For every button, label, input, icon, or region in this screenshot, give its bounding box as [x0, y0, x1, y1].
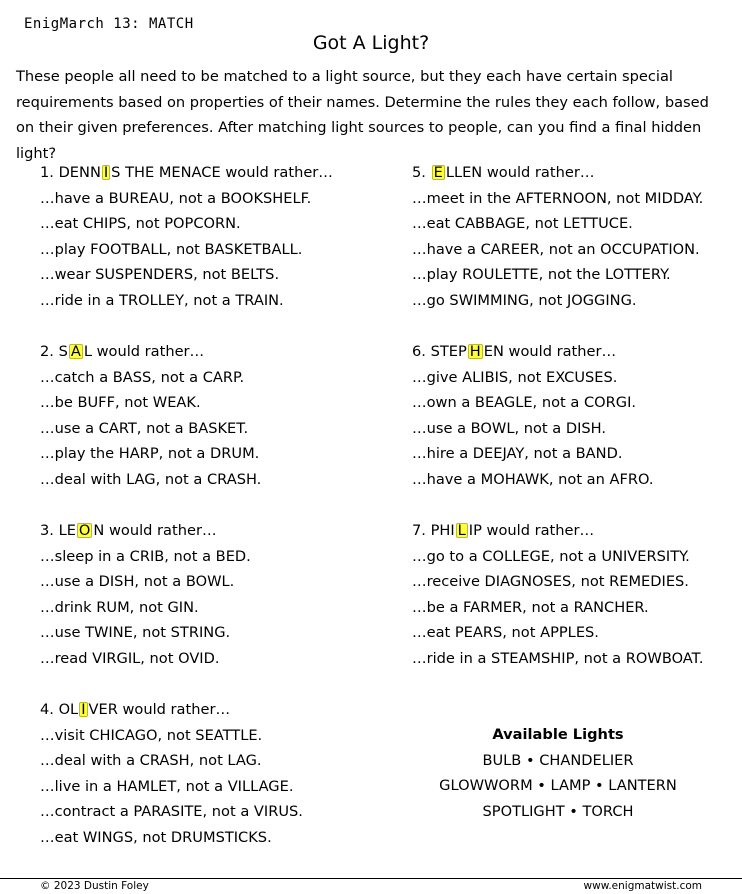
- clue-line: …wear SUSPENDERS, not BELTS.: [40, 266, 280, 284]
- clue-line: …eat CHIPS, not POPCORN.: [40, 215, 241, 233]
- highlighted-letter: O: [78, 522, 91, 539]
- clue-heading: 1. DENN I S THE MENACE would rather…: [40, 164, 333, 181]
- clue-line: …eat PEARS, not APPLES.: [412, 624, 599, 642]
- clue-line: …deal with a CRASH, not LAG.: [40, 752, 262, 770]
- clue-line: …read VIRGIL, not OVID.: [40, 649, 220, 667]
- footer-divider: [0, 878, 742, 879]
- highlighted-letter: L: [457, 522, 466, 539]
- clue-line: …hire a DEEJAY, not a BAND.: [412, 445, 623, 463]
- clue-line: …have a BUREAU, not a BOOKSHELF.: [40, 189, 312, 207]
- clue-line: …ride in a TROLLEY, not a TRAIN.: [40, 291, 284, 309]
- clue-line: …be BUFF, not WEAK.: [40, 394, 201, 412]
- clue-line: …have a CAREER, not an OCCUPATION.: [412, 240, 700, 258]
- clue-line: …meet in the AFTERNOON, not MIDDAY.: [412, 189, 704, 207]
- clue-line: …use a BOWL, not a DISH.: [412, 419, 607, 437]
- clue-heading: 7. PHI L IP would rather…: [412, 522, 595, 539]
- clue-line: …contract a PARASITE, not a VIRUS.: [40, 803, 303, 821]
- clue-line: …play the HARP, not a DRUM.: [40, 445, 260, 463]
- clue-line: …catch a BASS, not a CARP.: [40, 368, 245, 386]
- clue-heading: 6. STEP H EN would rather…: [412, 343, 617, 360]
- clue-block-5: [412, 160, 703, 314]
- clue-line: …go to a COLLEGE, not a UNIVERSITY.: [412, 547, 690, 565]
- clue-line: …sleep in a CRIB, not a BED.: [40, 547, 251, 565]
- clue-heading: 2. S A L would rather…: [40, 343, 205, 360]
- clue-line: …play FOOTBALL, not BASKETBALL.: [40, 240, 303, 258]
- clue-heading: 4. OL I VER would rather…: [40, 701, 231, 718]
- highlighted-letter: A: [70, 343, 81, 360]
- clue-block-4: [40, 697, 303, 851]
- clue-line: …be a FARMER, not a RANCHER.: [412, 598, 649, 616]
- clue-line: …receive DIAGNOSES, not REMEDIES.: [412, 573, 689, 591]
- clue-block-2: [40, 339, 261, 493]
- clue-line: …eat WINGS, not DRUMSTICKS.: [40, 828, 272, 846]
- clue-line: …give ALIBIS, not EXCUSES.: [412, 368, 618, 386]
- clue-line: …own a BEAGLE, not a CORGI.: [412, 394, 637, 412]
- available-lights-title: Available Lights: [492, 726, 624, 743]
- highlighted-letter: I: [103, 164, 109, 181]
- clue-line: …deal with LAG, not a CRASH.: [40, 470, 262, 488]
- lights-row: SPOTLIGHT • TORCH: [482, 802, 634, 820]
- website-link[interactable]: www.enigmatwist.com: [583, 880, 702, 892]
- clue-line: …live in a HAMLET, not a VILLAGE.: [40, 777, 294, 795]
- clue-line: …visit CHICAGO, not SEATTLE.: [40, 726, 263, 744]
- puzzle-header: EnigMarch 13: MATCH: [24, 16, 194, 32]
- clue-line: …go SWIMMING, not JOGGING.: [412, 291, 637, 309]
- puzzle-intro: These people all need to be matched to a light source, but they each have certain special requirements based on properties of their names. Determine the rules they each follow, based on their given preferences. After matching light sources to people, can you find a final hidden light?: [16, 68, 709, 162]
- clue-line: …ride in a STEAMSHIP, not a ROWBOAT.: [412, 649, 704, 667]
- highlighted-letter: E: [433, 164, 443, 181]
- puzzle-title: Got A Light?: [312, 32, 430, 54]
- clue-line: …drink RUM, not GIN.: [40, 598, 199, 616]
- highlighted-letter: H: [469, 343, 481, 360]
- clue-line: …play ROULETTE, not the LOTTERY.: [412, 266, 671, 284]
- clue-line: …have a MOHAWK, not an AFRO.: [412, 470, 654, 488]
- clue-block-6: [412, 339, 654, 493]
- highlighted-letter: I: [81, 701, 86, 718]
- clue-heading: 3. LE O N would rather…: [40, 522, 217, 539]
- clue-line: …use a CART, not a BASKET.: [40, 419, 249, 437]
- lights-row: BULB • CHANDELIER: [482, 751, 634, 769]
- clue-block-1: [40, 160, 333, 314]
- clue-line: …use TWINE, not STRING.: [40, 624, 231, 642]
- clue-line: …eat CABBAGE, not LETTUCE.: [412, 215, 633, 233]
- available-lights: [408, 722, 708, 824]
- copyright: © 2023 Dustin Foley: [40, 880, 149, 892]
- clue-line: …use a DISH, not a BOWL.: [40, 573, 235, 591]
- clue-heading: 5. E LLEN would rather…: [412, 164, 595, 181]
- lights-row: GLOWWORM • LAMP • LANTERN: [439, 777, 677, 795]
- clue-block-3: [40, 518, 251, 672]
- clue-block-7: [412, 518, 703, 672]
